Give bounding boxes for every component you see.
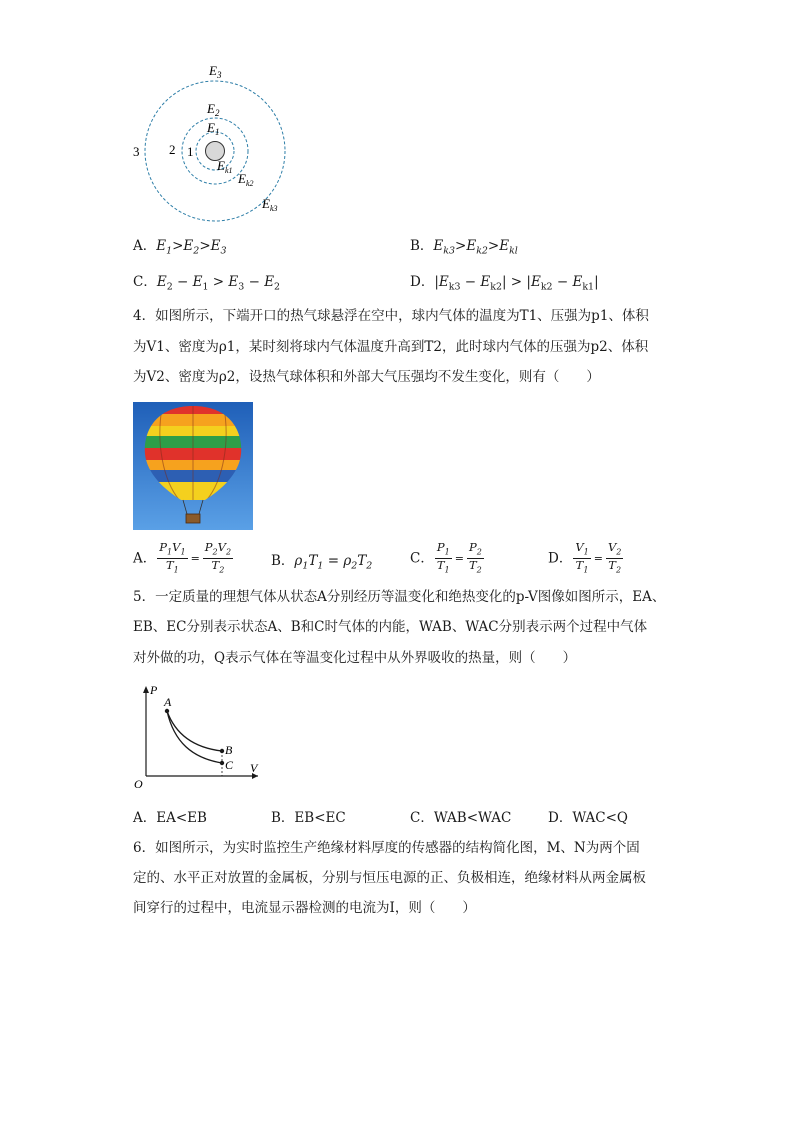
q5-text-line-3: 对外做的功，Q表示气体在等温变化过程中从外界吸收的热量，则（ ） — [133, 650, 577, 666]
point-b — [220, 749, 224, 753]
balloon-basket — [186, 514, 200, 523]
q3-option-b: B．$E_{k3}>E_{k2}>E_{kl}$ — [410, 238, 518, 257]
q4-option-c: C． $\frac{P_1}{T_1}$ = $\frac{P_2}{T_2}$ — [410, 540, 482, 575]
origin-label: O — [134, 777, 143, 791]
point-c — [220, 761, 224, 765]
label-n2: 2 — [169, 142, 176, 157]
q4-option-d: D． $\frac{V_1}{T_1}$ = $\frac{V_2}{T_2}$ — [548, 540, 622, 575]
q4-text-line-2: 为V1、密度为ρ1，某时刻将球内气体温度升高到T2，此时球内气体的压强为p2、体积 — [133, 339, 649, 355]
label-ek1: $E_{k1}$ — [217, 158, 233, 175]
label-n1: 1 — [187, 144, 194, 159]
label-ek2: $E_{k2}$ — [238, 171, 254, 188]
atom-orbit-diagram — [125, 55, 305, 225]
q3-option-c: C．$E_2 - E_1 > E_3 - E_2$ — [133, 274, 281, 293]
q5-option-b: B．EB<EC — [271, 810, 346, 826]
label-e1: $E_1$ — [207, 120, 220, 137]
q6-text-line-2: 定的、水平正对放置的金属板，分别与恒压电源的正、负极相连，绝缘材料从两金属板 — [133, 870, 646, 886]
q3-option-a: A．$E_1>E_2>E_3$ — [133, 238, 227, 257]
q5-text-line-1: 5．一定质量的理想气体从状态A分别经历等温变化和绝热变化的p-V图像如图所示，EA、 — [133, 589, 666, 605]
point-a — [165, 709, 169, 713]
label-e3: $E_3$ — [209, 63, 222, 80]
q6-text-line-1: 6．如图所示，为实时监控生产绝缘材料厚度的传感器的结构简化图，M、N为两个固 — [133, 840, 640, 856]
label-ek3: $E_{k3}$ — [262, 196, 278, 213]
label-c: C — [225, 758, 234, 772]
label-b: B — [225, 743, 233, 757]
q3-option-d: D．$|E_{k3} - E_{k2}| > |E_{k2} - E_{k1}|$ — [410, 274, 599, 293]
q6-text-line-3: 间穿行的过程中，电流显示器检测的电流为I，则（ ） — [133, 900, 476, 916]
label-n3: 3 — [133, 144, 140, 159]
q5-text-line-2: EB、EC分别表示状态A、B和C时气体的内能，WAB、WAC分别表示两个过程中气体 — [133, 619, 648, 635]
label-e2: $E_2$ — [207, 101, 220, 118]
q5-option-c: C．WAB<WAC — [410, 810, 512, 826]
x-axis-label: V — [250, 761, 258, 775]
label-a: A — [164, 695, 172, 709]
q5-option-a: A．EA<EB — [133, 810, 207, 826]
q4-option-a: A． $\frac{P_1V_1}{T_1}$ = $\frac{P_2V_2}{T_2}$ — [133, 540, 232, 575]
y-axis-arrow — [143, 686, 149, 693]
adiabat-curve — [167, 711, 222, 763]
q4-text-line-3: 为V2、密度为ρ2，设热气球体积和外部大气压强均不发生变化，则有（ ） — [133, 369, 600, 385]
y-axis-label: P — [150, 683, 158, 697]
q5-option-d: D．WAC<Q — [548, 810, 628, 826]
q4-option-b: B．$\rho_1T_1 = \rho_2T_2$ — [271, 553, 373, 572]
isotherm-curve — [167, 711, 222, 751]
pv-graph — [130, 680, 270, 792]
hot-air-balloon-image — [133, 402, 253, 530]
q4-text-line-1: 4．如图所示，下端开口的热气球悬浮在空中，球内气体的温度为T1、压强为p1、体积 — [133, 308, 649, 324]
